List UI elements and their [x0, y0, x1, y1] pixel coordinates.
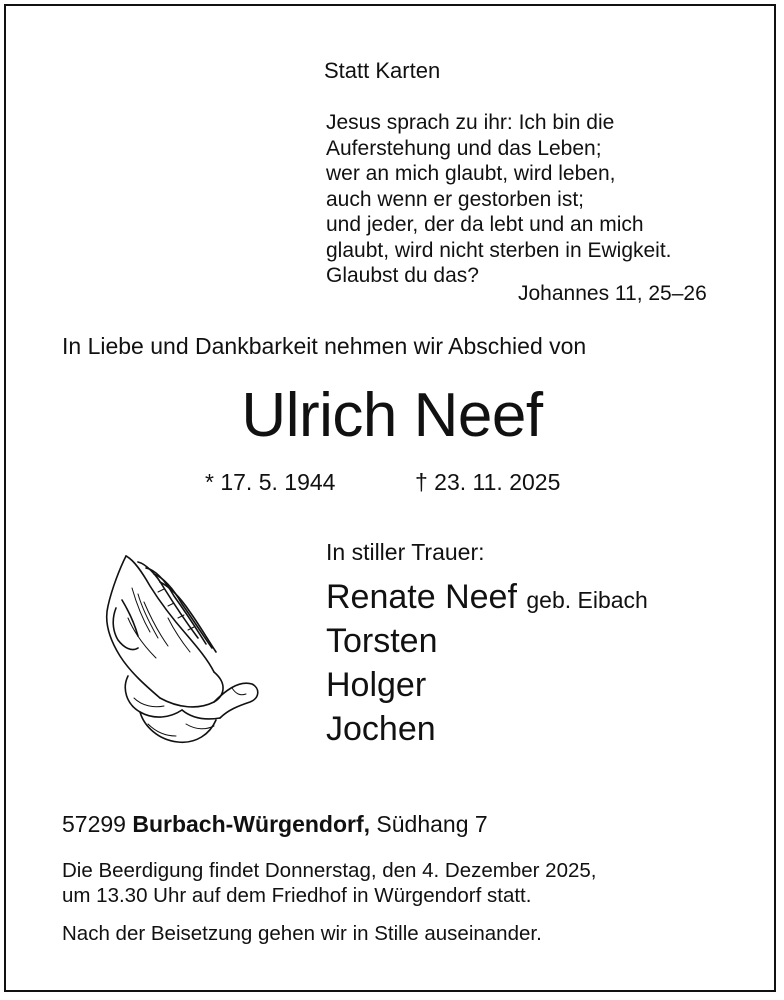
address-zip: 57299 — [62, 811, 126, 837]
death-date: † 23. 11. 2025 — [415, 469, 561, 495]
farewell-intro: In Liebe und Dankbarkeit nehmen wir Abschied von — [62, 333, 587, 359]
praying-hands-icon — [98, 548, 264, 748]
mourner-name: Renate Neef — [326, 578, 517, 616]
mourner-item — [326, 578, 648, 617]
closing-note: Nach der Beisetzung gehen wir in Stille auseinander. — [62, 922, 542, 945]
verse-line: Auferstehung und das Leben; — [326, 136, 602, 160]
mourning-label: In stiller Trauer: — [326, 539, 485, 565]
mourner-item — [326, 622, 438, 661]
family-address — [62, 811, 488, 838]
birth-date: * 17. 5. 1944 — [205, 469, 336, 495]
verse-line: und jeder, der da lebt und an mich — [326, 213, 644, 236]
funeral-line: Die Beerdigung findet Donnerstag, den 4. Dezember 2025, — [62, 859, 597, 882]
verse-line: Glaubst du das? — [326, 264, 479, 287]
deceased-name: Ulrich Neef — [241, 381, 543, 450]
verse-line: Jesus sprach zu ihr: Ich bin die — [326, 111, 615, 134]
mourner-item — [326, 666, 426, 705]
bible-verse — [326, 110, 672, 289]
verse-line: auch wenn er gestorben ist; — [326, 187, 584, 211]
mourner-item — [326, 710, 436, 749]
mourner-name: Torsten — [326, 622, 438, 660]
verse-line: glaubt, wird nicht sterben in Ewigkeit. — [326, 238, 672, 262]
mourner-name: Jochen — [326, 710, 436, 748]
statt-karten-label: Statt Karten — [324, 58, 441, 83]
address-town: Burbach-Würgendorf, — [132, 811, 371, 837]
funeral-notice — [62, 858, 596, 908]
mourner-name: Holger — [326, 666, 427, 704]
funeral-line: um 13.30 Uhr auf dem Friedhof in Würgendorf statt. — [62, 884, 532, 907]
maiden-name: geb. Eibach — [526, 587, 648, 613]
address-street: Südhang 7 — [376, 811, 488, 837]
verse-reference: Johannes 11, 25–26 — [518, 282, 707, 305]
verse-line: wer an mich glaubt, wird leben, — [326, 162, 616, 185]
